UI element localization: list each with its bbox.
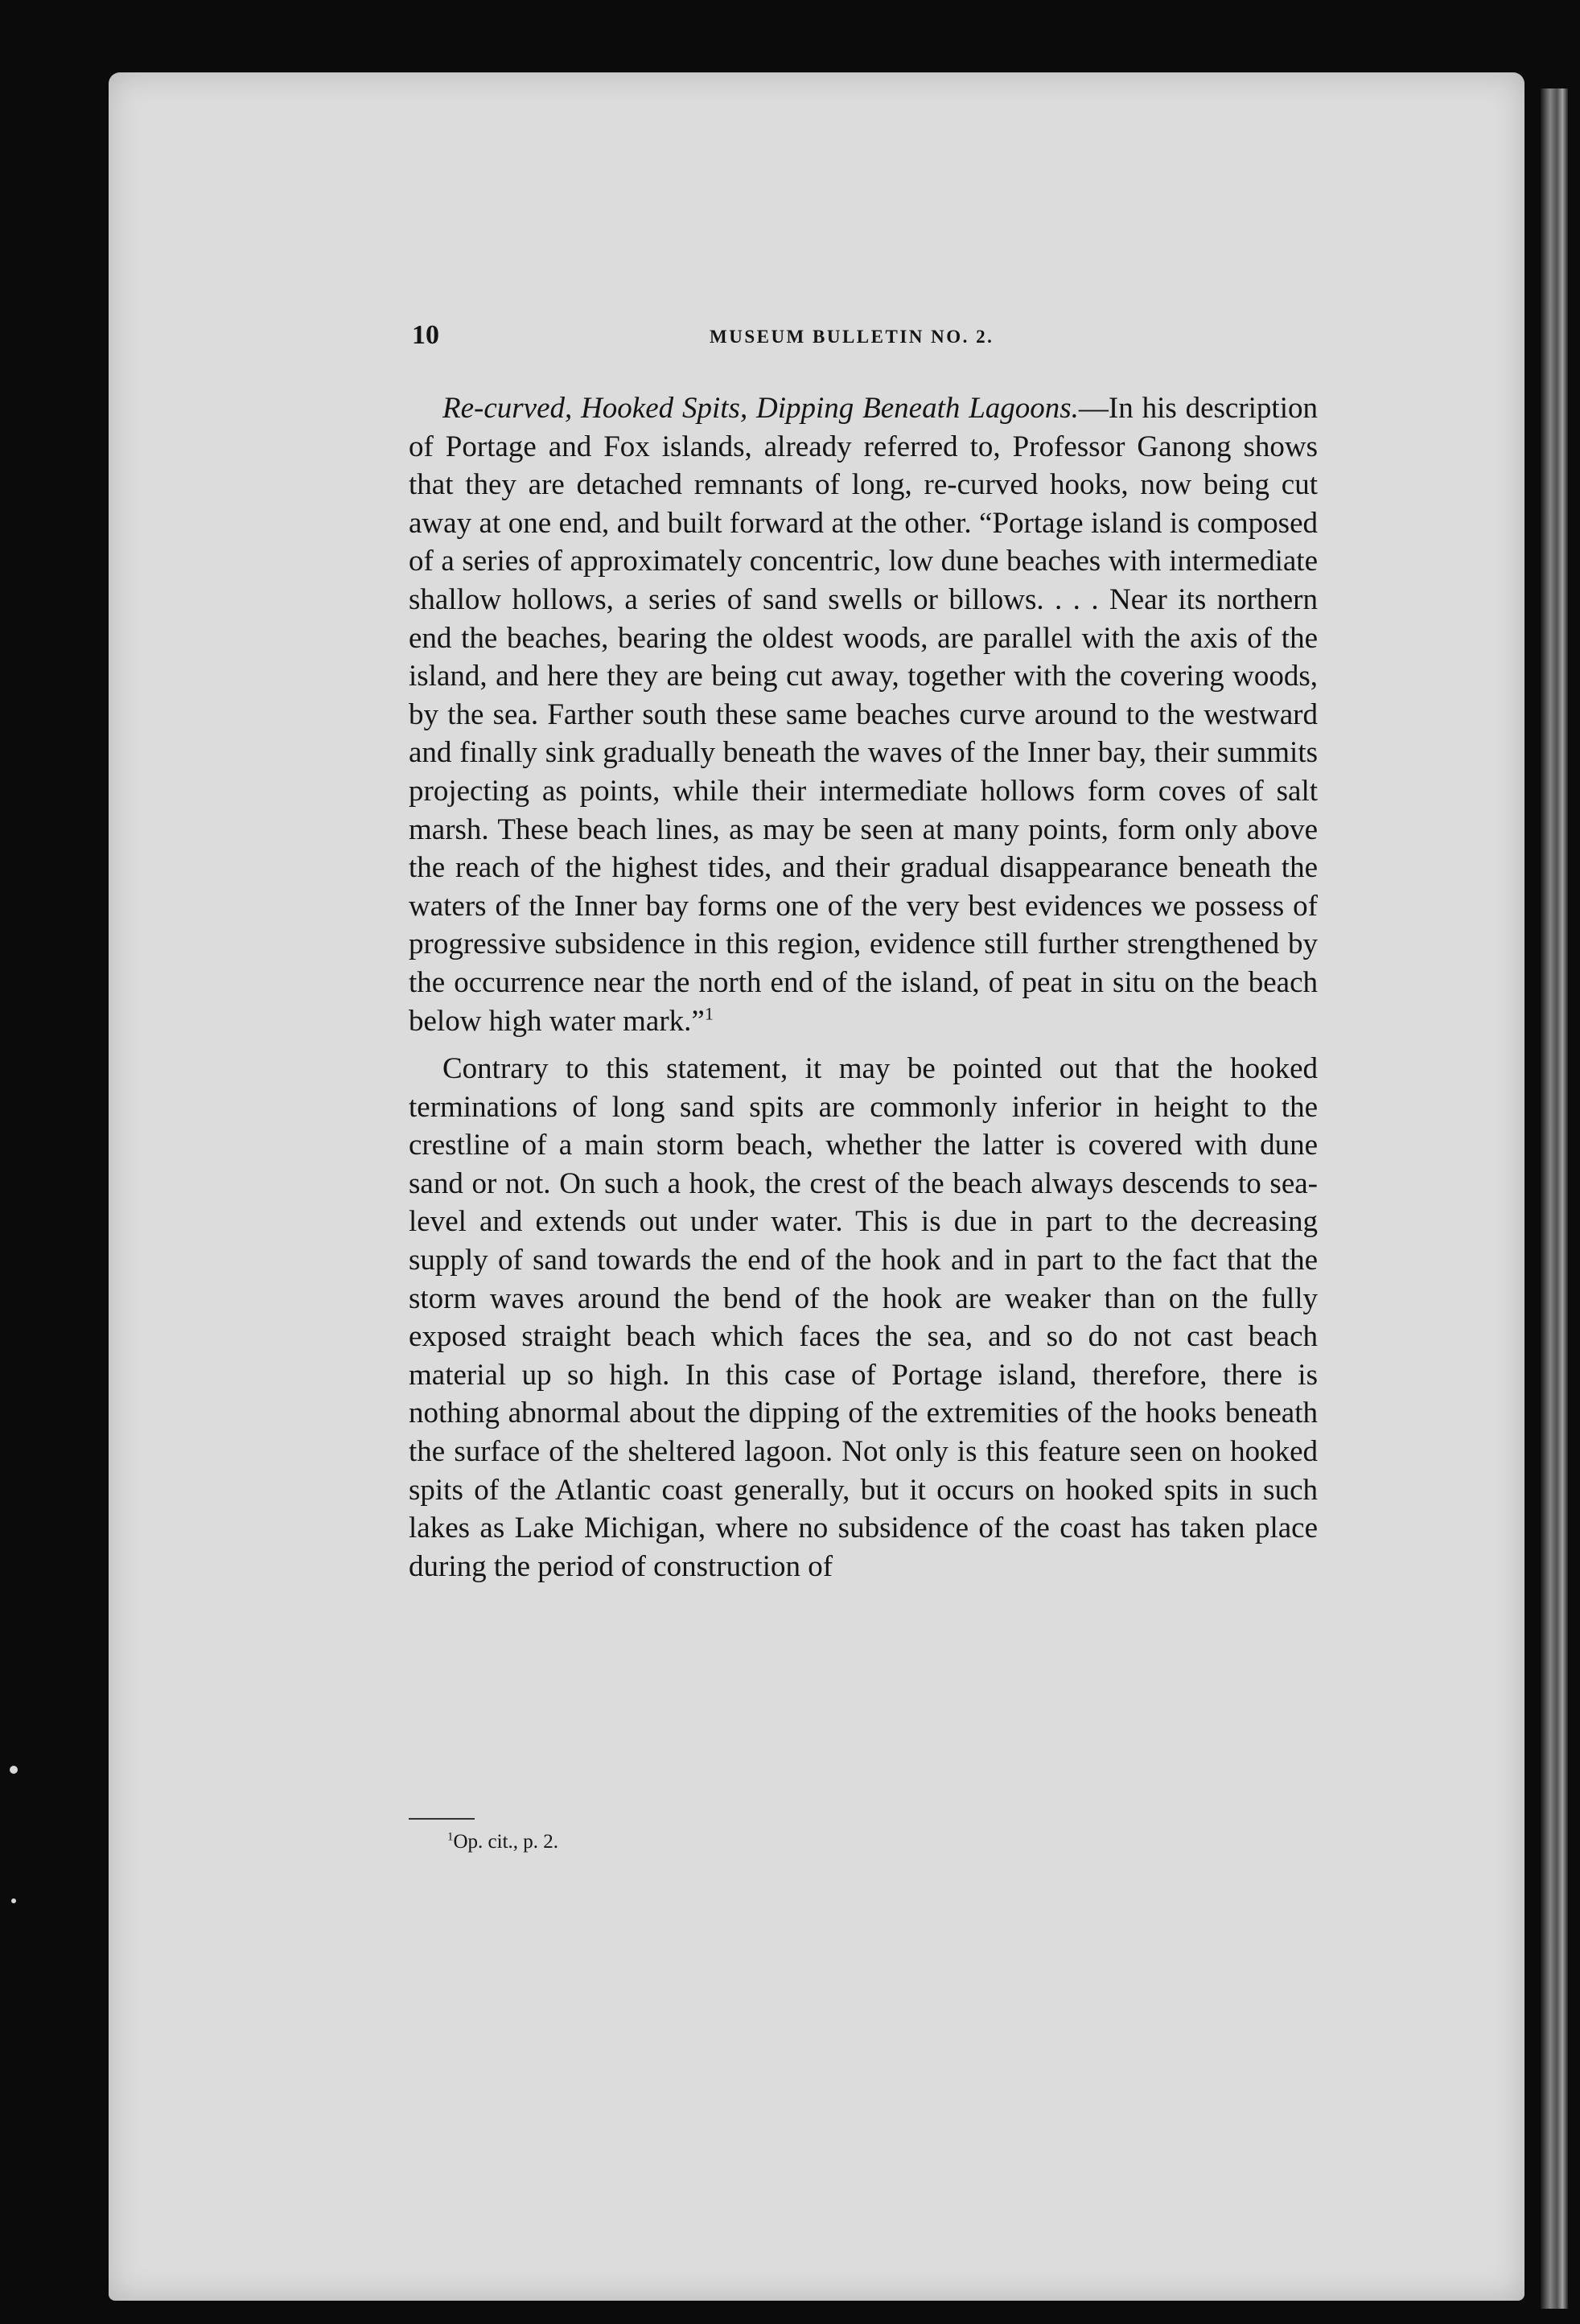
section-lead-heading: Re-curved, Hooked Spits, Dipping Beneath Lagoons. [442,392,1079,425]
page-header [412,320,1313,360]
footnote-mark: 1 [447,1830,454,1844]
footnote-text: Op. cit., p. 2. [453,1831,559,1853]
paragraph-2-text: Contrary to this statement, it may be pointed out that the hooked terminations of long sand spits are commonly inferior in height to the crestline of a main storm beach, whether the latter is covered with dune sand or not. On such a hook, the crest of the beach always descends to sea-level and extends out under water. This is due in part to the decreasing supply of sand towards the end of the hook and in part to the fact that the storm waves around the bend of the hook are weaker than on the fully exposed straight beach which faces the sea, and so do not cast beach material up so high. In this case of Portage island, therefore, there is nothing abnormal about the dipping of the extremities of the hooks beneath the surface of the sheltered lagoon. Not only is this feature seen on hooked spits of the Atlantic coast generally, but it occurs on hooked spits in such lakes as Lake Michigan, where no subsidence of the coast has taken place during the period of construction of [409,1052,1318,1583]
paragraph-1 [409,389,1318,1040]
page-edge [1541,88,1568,2309]
scan-speck [11,1898,16,1903]
footnote [447,1831,558,1853]
running-head: MUSEUM BULLETIN NO. 2. [710,327,994,347]
page-number: 10 [412,320,439,350]
footnote-rule [409,1818,475,1820]
scan-speck [10,1766,18,1774]
paragraph-2 [409,1050,1318,1586]
paragraph-1-text: —In his description of Portage and Fox islands, already referred to, Professor Ganong shows that they are detached remnants of long, re-curved hooks, now being cut away at one end, and built forward at the other. “Portage island is composed of a series of approximately concentric, low dune beaches with intermediate shallow hollows, a series of sand swells or billows. . . . Near its northern end the beaches, bearing the oldest woods, are parallel with the axis of the island, and here they are being cut away, together with the covering woods, by the sea. Farther south these same beaches curve around to the westward and finally sink gradually beneath the waves of the Inner bay, their summits projecting as points, while their intermediate hollows form coves of salt marsh. These beach lines, as may be seen at many points, form only above the reach of the highest tides, and their gradual disappearance beneath the waters of the Inner bay forms one of the very best evidences we possess of progressive subsidence in this region, evidence still further strengthened by the occurrence near the north end of the island, of peat in situ on the beach below high water mark.” [409,392,1318,1038]
footnote-reference: 1 [704,1003,714,1024]
page-body [409,389,1318,1586]
